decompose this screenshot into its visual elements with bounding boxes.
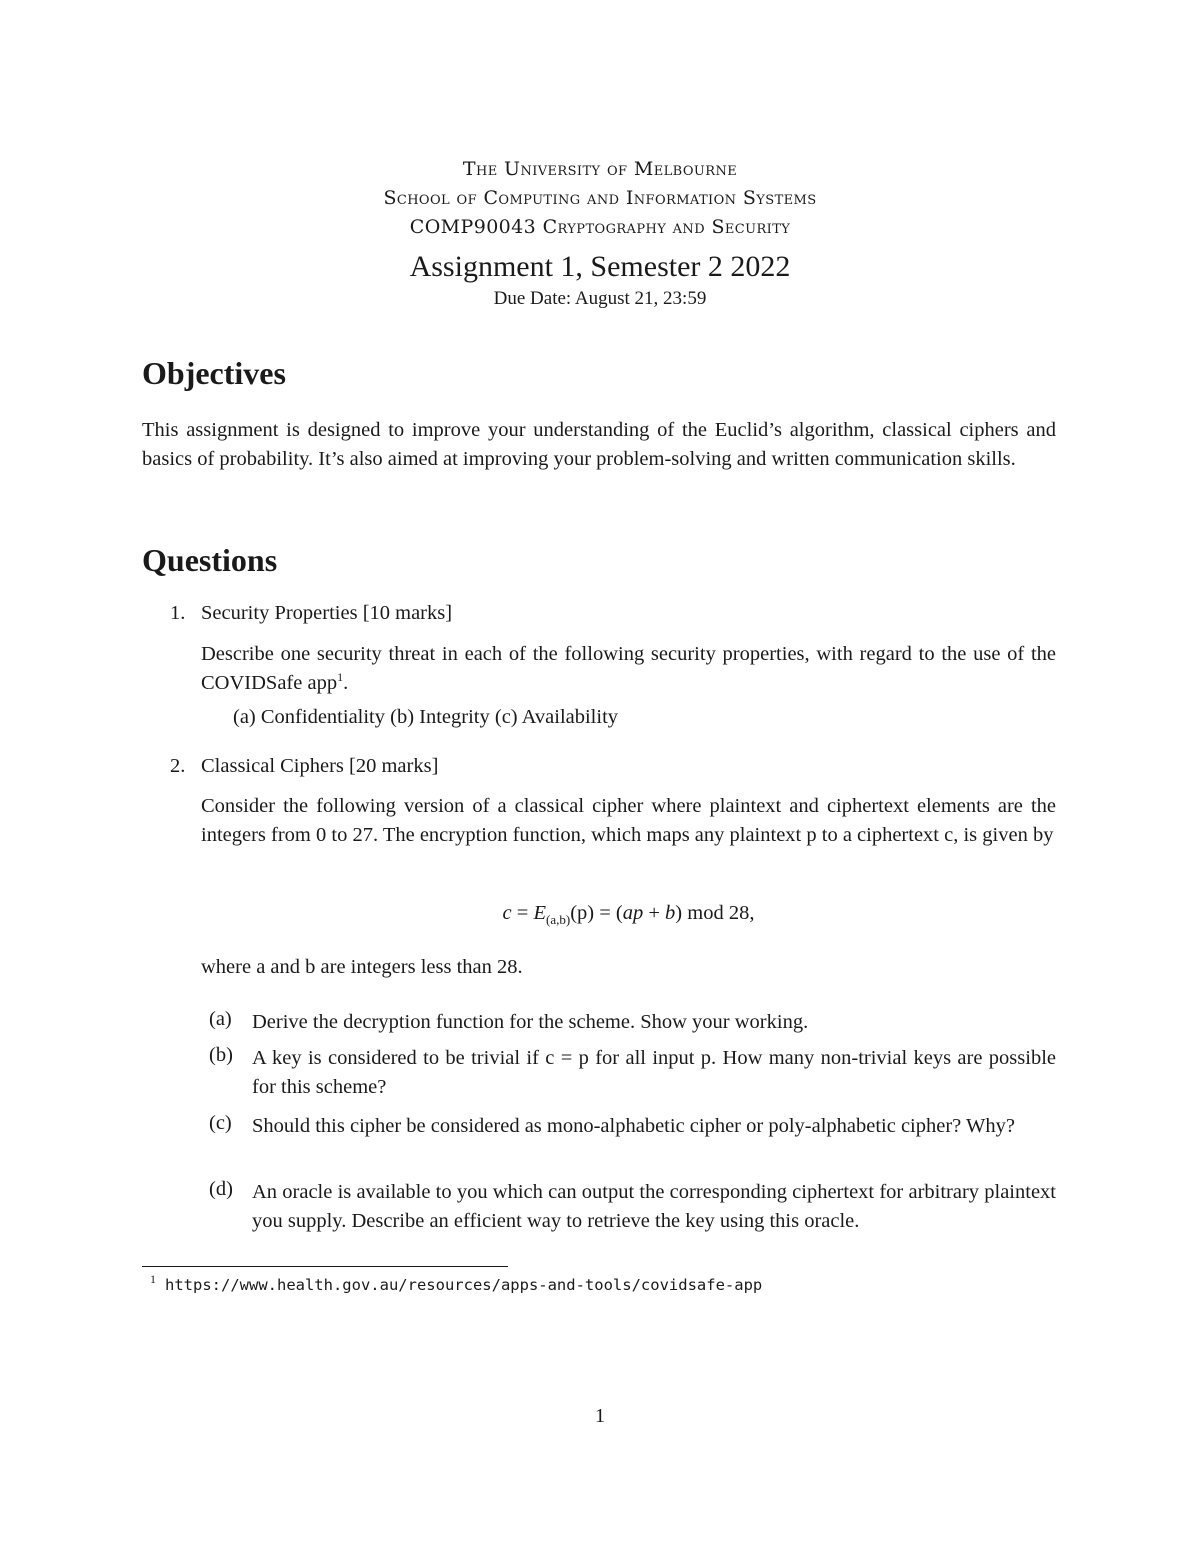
part-a-text: Derive the decryption function for the scheme. Show your working.	[252, 1011, 809, 1033]
question-1-properties: (a) Confidentiality (b) Integrity (c) Availability	[233, 706, 619, 728]
formula-plus: +	[643, 902, 666, 924]
part-b-label: (b)	[209, 1044, 233, 1066]
question-1-body	[201, 640, 1056, 697]
footnote-url[interactable]: https://www.health.gov.au/resources/apps-and-tools/covidsafe-app	[165, 1276, 763, 1294]
formula-eq: =	[511, 902, 534, 924]
part-d-text: An oracle is available to you which can output the corresponding ciphertext for arbitrary plaintext you supply. Describe an efficient way to retrieve the key using this oracle.	[252, 1181, 1056, 1232]
encryption-formula	[0, 902, 1200, 928]
formula-mod: ) mod 28,	[675, 902, 755, 924]
question-1-number: 1.	[170, 602, 186, 624]
formula-a: a	[622, 902, 633, 924]
part-d-label: (d)	[209, 1178, 233, 1200]
questions-heading: Questions	[142, 542, 278, 578]
objectives-text: This assignment is designed to improve your understanding of the Euclid’s algorithm, classical ciphers and basics of probability. It’s also aimed at improving your problem-solving and written communication skills.	[142, 419, 1056, 470]
formula-arg: (p)	[570, 902, 595, 924]
question-2-where: where a and b are integers less than 28.	[201, 956, 523, 978]
footnote-mark: 1	[150, 1272, 156, 1286]
university-name: The University of Melbourne	[462, 158, 738, 180]
part-b-text: A key is considered to be trivial if c = p for all input p. How many non-trivial keys are possible for this scheme?	[252, 1047, 1056, 1098]
formula-e: E	[533, 902, 546, 924]
part-c-text: Should this cipher be considered as mono-alphabetic cipher or poly-alphabetic cipher? Why?	[252, 1115, 1015, 1137]
question-1-text-end: .	[343, 671, 349, 694]
formula-b: b	[665, 902, 676, 924]
part-c-label: (c)	[209, 1112, 232, 1134]
question-2-number: 2.	[170, 755, 186, 777]
formula-subscript: (a,b)	[546, 912, 571, 928]
assignment-title: Assignment 1, Semester 2 2022	[409, 250, 791, 283]
formula-p: p	[632, 902, 644, 924]
school-name: School of Computing and Information Systems	[383, 187, 817, 209]
due-date: Due Date: August 21, 23:59	[493, 288, 707, 309]
question-2-body: Consider the following version of a classical cipher where plaintext and ciphertext elements are the integers from 0 to 27. The encryption function, which maps any plaintext p to a ciphertext c, is given by	[201, 795, 1056, 846]
question-1-title: Security Properties [10 marks]	[201, 602, 453, 624]
footnote-reference: 1	[337, 669, 344, 684]
formula-c: c	[502, 902, 512, 924]
objectives-heading: Objectives	[142, 355, 286, 391]
footnote-rule	[142, 1266, 508, 1267]
part-a-label: (a)	[209, 1008, 232, 1030]
question-1-text: Describe one security threat in each of the following security properties, with regard to the use of the COVIDSafe app	[201, 643, 1056, 694]
page-number: 1	[594, 1405, 606, 1427]
question-2-title: Classical Ciphers [20 marks]	[201, 755, 439, 777]
course-name: COMP90043 Cryptography and Security	[409, 216, 791, 238]
formula-eq2: = (	[594, 902, 623, 924]
